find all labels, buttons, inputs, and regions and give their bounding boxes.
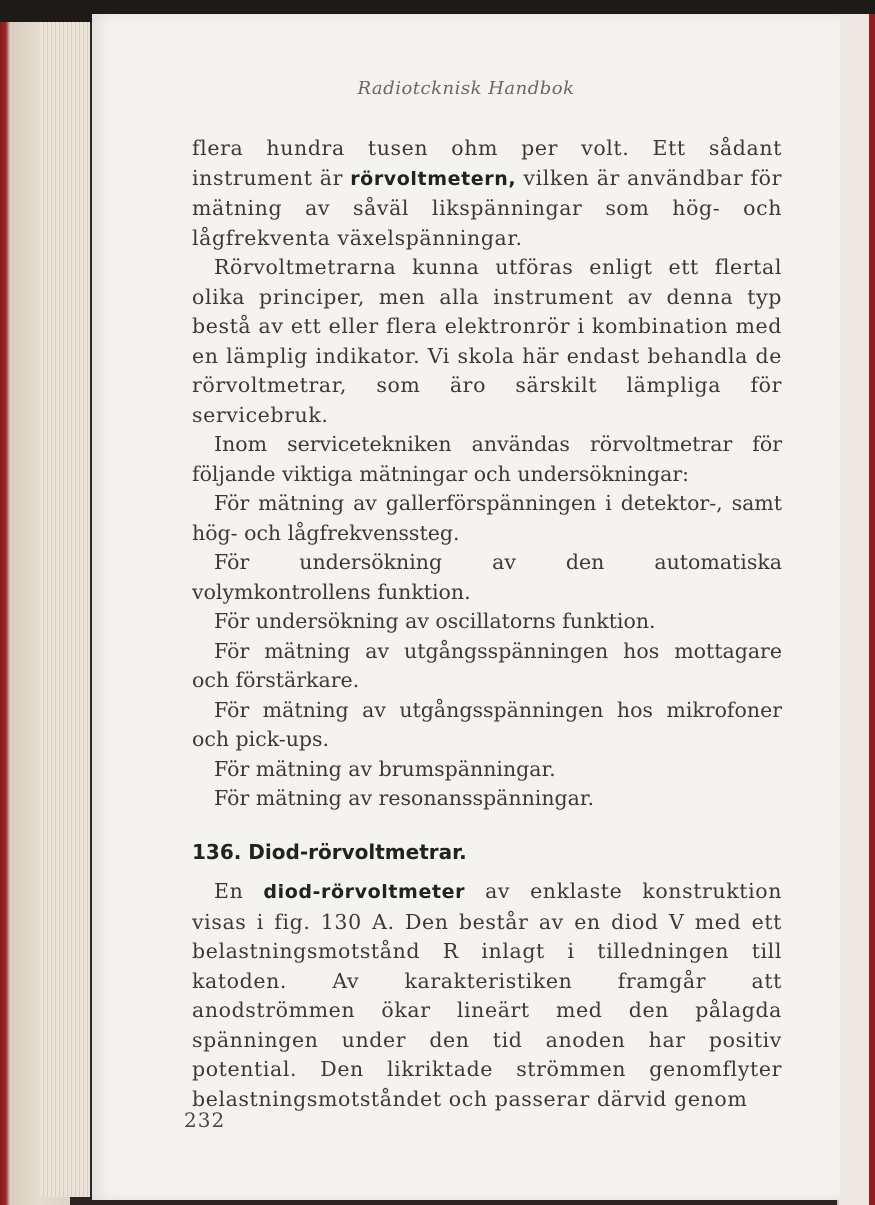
list-item: För mätning av utgångsspänningen hos mikrofoner och pick-ups. bbox=[192, 697, 782, 751]
term-rorvoltmetern: rörvoltmetern, bbox=[350, 167, 517, 190]
paragraph-1-text-a: flera hundra tusen ohm per volt. Ett sådant instrument är bbox=[192, 136, 782, 190]
paragraph-3: Inom servicetekniken användas rörvoltmetrar för följande viktiga mätningar och undersökningar: bbox=[192, 432, 782, 486]
list-item: För mätning av resonansspänningar. bbox=[214, 786, 594, 810]
running-head: Radiotcknisk Handbok bbox=[357, 78, 575, 99]
list-item: För undersökning av oscillatorns funktion. bbox=[214, 609, 656, 633]
list-item: För mätning av utgångsspänningen hos mottagare och förstärkare. bbox=[192, 638, 782, 692]
list-item: För mätning av brumspänningar. bbox=[214, 756, 556, 781]
body-text bbox=[192, 134, 782, 1114]
page-stack-edge bbox=[40, 22, 90, 1197]
list-item: För undersökning av den automatiska volymkontrollens funktion. bbox=[192, 550, 782, 604]
paragraph-2: Rörvoltmetrarna kunna utföras enligt ett flertal olika principer, men alla instrument av denna typ bestå av ett eller flera elektronrör i kombination med en lämplig indikator. Vi skola här endast behandla de rörvoltmetrar, som äro särskilt lämpliga för servicebruk. bbox=[192, 255, 782, 427]
section-heading: 136. Diod-rörvoltmetrar. bbox=[192, 839, 467, 864]
cover-edge bbox=[869, 14, 875, 1205]
paragraph-4-text-b: av enklaste konstruktion visas i fig. 130 A. Den består av en diod V med ett belastningsmotstånd R inlagt i tilledningen till katoden. Av karakteristiken framgår att anodströmmen ökar lineärt med den pålagda spänningen under den tid anoden har positiv potential. Den likriktade strömmen genomflyter belastningsmotståndet och passerar därvid genom bbox=[192, 879, 782, 1111]
list-item: För mätning av gallerförspänningen i detektor-, samt hög- och lågfrekvenssteg. bbox=[192, 491, 782, 545]
paragraph-4 bbox=[192, 877, 782, 1114]
page-number: 232 bbox=[184, 1108, 226, 1132]
paragraph-1 bbox=[192, 134, 782, 253]
paragraph-4-text-a: En bbox=[214, 879, 264, 903]
paragraph-1-text-b: vilken är användbar för mätning av såväl likspänningar som hög- och lågfrekventa växelspänningar. bbox=[192, 165, 782, 250]
term-diod-rorvoltmeter: diod-rörvoltmeter bbox=[263, 881, 466, 903]
book-page bbox=[92, 14, 840, 1200]
